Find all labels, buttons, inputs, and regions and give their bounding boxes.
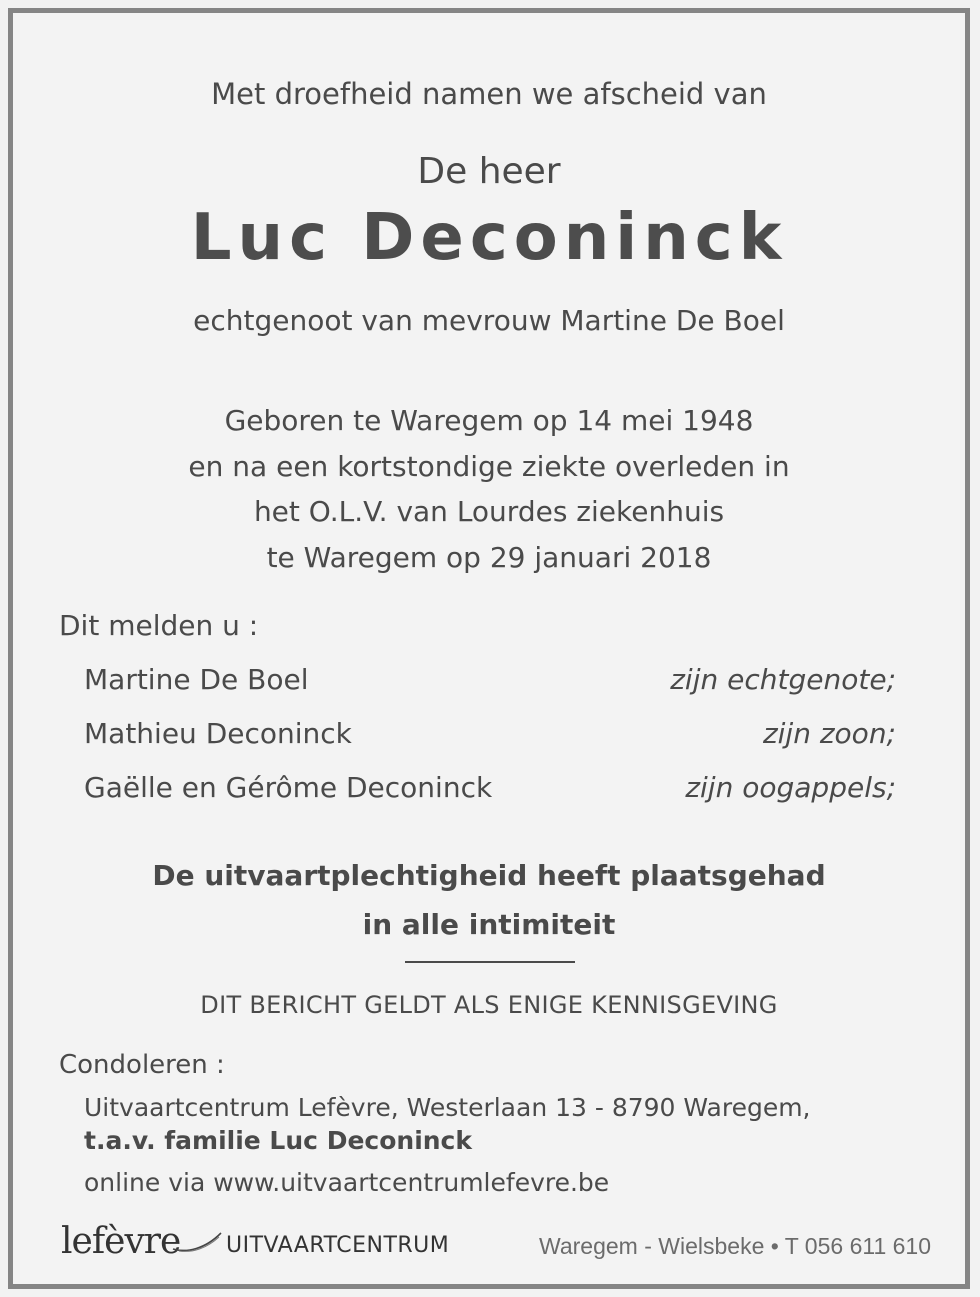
- family-member-name: Mathieu Deconinck: [84, 717, 352, 750]
- bio-line: te Waregem op 29 januari 2018: [266, 540, 712, 574]
- official-notice: DIT BERICHT GELDT ALS ENIGE KENNISGEVING: [200, 991, 778, 1019]
- biography: [13, 398, 965, 580]
- bio-line: en na een kortstondige ziekte overleden in: [188, 449, 790, 483]
- honorific-title: De heer: [417, 151, 561, 192]
- family-row: [84, 717, 896, 750]
- announce-label: Dit melden u :: [59, 609, 259, 642]
- condolences-label: Condoleren :: [59, 1050, 225, 1080]
- spouse-line: echtgenoot van mevrouw Martine De Boel: [193, 304, 785, 337]
- brand-logo: lefèvre: [61, 1221, 181, 1262]
- condolences-address: Uitvaartcentrum Lefèvre, Westerlaan 13 - 8790 Waregem,: [84, 1093, 811, 1122]
- family-row: [84, 663, 896, 696]
- obituary-notice: [8, 8, 970, 1289]
- family-relation: zijn echtgenote;: [670, 663, 896, 696]
- condolences-online: online via www.uitvaartcentrumlefevre.be: [84, 1168, 610, 1197]
- footer: [61, 1221, 931, 1265]
- bio-line: het O.L.V. van Lourdes ziekenhuis: [253, 495, 725, 528]
- deceased-name: Luc Deconinck: [190, 201, 788, 275]
- bio-line: Geboren te Waregem op 14 mei 1948: [224, 404, 754, 437]
- ceremony-line: De uitvaartplechtigheid heeft plaatsgehad: [152, 859, 826, 892]
- family-relation: zijn oogappels;: [685, 771, 896, 804]
- condolences-attention: t.a.v. familie Luc Deconinck: [84, 1126, 473, 1155]
- family-member-name: Gaëlle en Gérôme Deconinck: [84, 771, 493, 804]
- footer-contact: Waregem - Wielsbeke • T 056 611 610: [538, 1233, 931, 1259]
- divider-rule: [405, 961, 575, 963]
- family-row: [84, 771, 896, 804]
- ceremony-statement: [13, 851, 965, 949]
- swoosh-icon: [171, 1231, 223, 1255]
- brand-wordmark: UITVAARTCENTRUM: [226, 1233, 450, 1258]
- ceremony-line: in alle intimiteit: [362, 908, 616, 941]
- family-member-name: Martine De Boel: [84, 663, 309, 696]
- intro-line: Met droefheid namen we afscheid van: [211, 77, 767, 111]
- family-relation: zijn zoon;: [762, 717, 896, 750]
